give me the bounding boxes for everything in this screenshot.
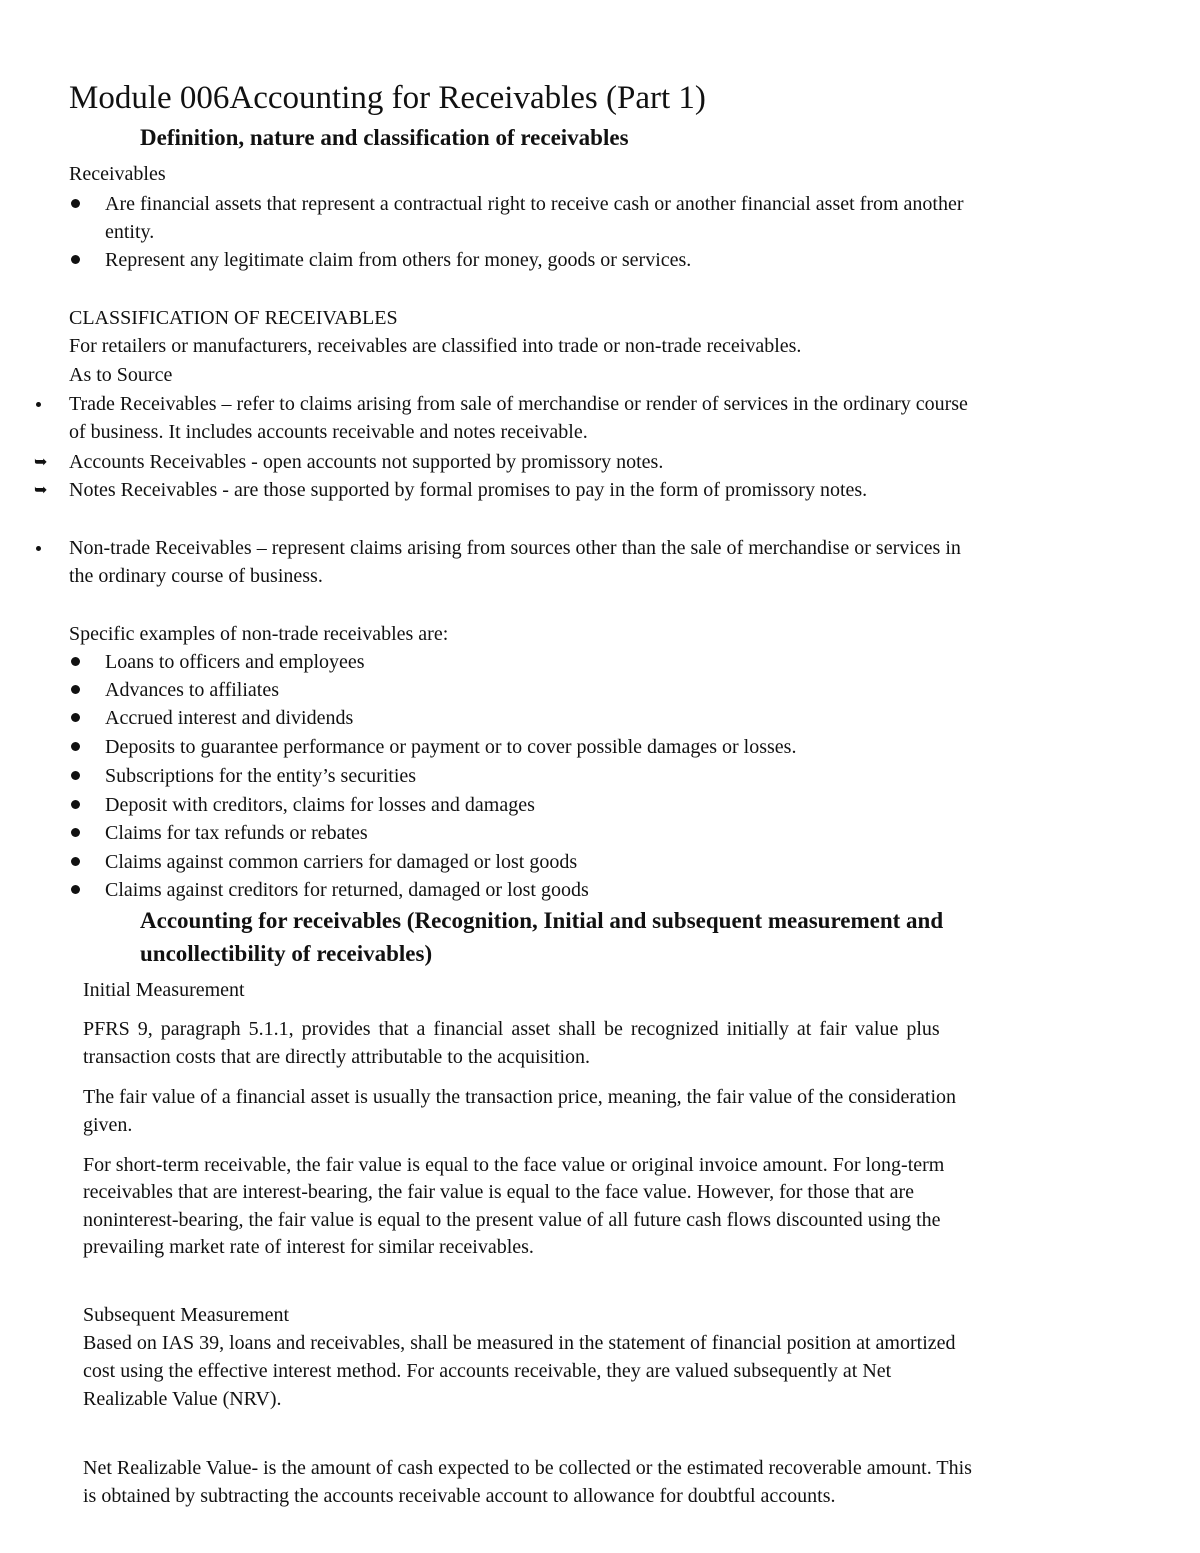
section-heading-accounting-line-1: Accounting for receivables (Recognition, Initial and subsequent measurement and (140, 908, 944, 933)
short-term-paragraph-line-1: For short-term receivable, the fair value is equal to the face value or original invoice amount. For long-term (83, 1154, 945, 1176)
subsequent-measurement-label: Subsequent Measurement (83, 1304, 290, 1326)
bullet-icon (71, 657, 80, 666)
arrow-bullet-icon: ➥ (34, 480, 48, 499)
bullet-icon (71, 771, 80, 780)
nrv-paragraph-line-1: Net Realizable Value- is the amount of cash expected to be collected or the estimated recoverable amount. This (83, 1457, 972, 1479)
bullet-icon (71, 255, 80, 264)
pfrs-paragraph-line-1: PFRS 9, paragraph 5.1.1, provides that a financial asset shall be recognized initially at fair value plus (83, 1018, 940, 1040)
bullet-icon (71, 742, 80, 751)
section-heading-accounting-line-2: uncollectibility of receivables) (140, 941, 433, 966)
trade-receivables-line-1: Trade Receivables – refer to claims arising from sale of merchandise or render of services in the ordinary course (69, 393, 968, 415)
bullet-icon (71, 857, 80, 866)
nontrade-receivables-line-1: Non-trade Receivables – represent claims arising from sources other than the sale of merchandise or services in (69, 537, 961, 559)
bullet-icon (36, 402, 41, 407)
receivables-bullet-1-line-2: entity. (105, 221, 155, 243)
example-item: Claims against common carriers for damaged or lost goods (105, 851, 578, 873)
ias-paragraph-line-3: Realizable Value (NRV). (83, 1388, 282, 1410)
as-to-source-label: As to Source (69, 364, 173, 386)
arrow-bullet-icon: ➥ (34, 452, 48, 471)
short-term-paragraph-line-2: receivables that are interest-bearing, the fair value is equal to the face value. However, for those that are (83, 1181, 915, 1203)
example-item: Accrued interest and dividends (105, 707, 354, 729)
short-term-paragraph-line-4: prevailing market rate of interest for similar receivables. (83, 1236, 534, 1258)
example-item: Claims for tax refunds or rebates (105, 822, 368, 844)
bullet-icon (71, 685, 80, 694)
accounts-receivables-item: Accounts Receivables - open accounts not supported by promissory notes. (69, 451, 664, 473)
receivables-bullet-2: Represent any legitimate claim from others for money, goods or services. (105, 249, 692, 271)
classification-heading: CLASSIFICATION OF RECEIVABLES (69, 307, 398, 329)
receivables-bullet-1-line-1: Are financial assets that represent a contractual right to receive cash or another financial asset from another (105, 193, 964, 215)
bullet-icon (71, 828, 80, 837)
trade-receivables-line-2: of business. It includes accounts receivable and notes receivable. (69, 421, 588, 443)
nrv-paragraph-line-2: is obtained by subtracting the accounts receivable account to allowance for doubtful accounts. (83, 1485, 836, 1507)
ias-paragraph-line-1: Based on IAS 39, loans and receivables, shall be measured in the statement of financial position at amortized (83, 1332, 956, 1354)
example-item: Subscriptions for the entity’s securities (105, 765, 417, 787)
fair-value-paragraph-line-1: The fair value of a financial asset is usually the transaction price, meaning, the fair value of the consideration (83, 1086, 956, 1108)
initial-measurement-label: Initial Measurement (83, 979, 245, 1001)
notes-receivables-item: Notes Receivables - are those supported by formal promises to pay in the form of promissory notes. (69, 479, 868, 501)
short-term-paragraph-line-3: noninterest-bearing, the fair value is equal to the present value of all future cash flows discounted using the (83, 1209, 941, 1231)
classification-intro: For retailers or manufacturers, receivables are classified into trade or non-trade receivables. (69, 335, 802, 357)
bullet-icon (71, 885, 80, 894)
page-title: Module 006Accounting for Receivables (Part 1) (69, 80, 706, 116)
bullet-icon (36, 546, 41, 551)
bullet-icon (71, 713, 80, 722)
section-heading-definition: Definition, nature and classification of receivables (140, 125, 629, 150)
fair-value-paragraph-line-2: given. (83, 1114, 133, 1136)
receivables-label: Receivables (69, 163, 166, 185)
bullet-icon (71, 800, 80, 809)
nontrade-receivables-line-2: the ordinary course of business. (69, 565, 323, 587)
examples-intro: Specific examples of non-trade receivables are: (69, 623, 449, 645)
example-item: Claims against creditors for returned, damaged or lost goods (105, 879, 589, 901)
bullet-icon (71, 199, 80, 208)
example-item: Deposit with creditors, claims for losses and damages (105, 794, 535, 816)
example-item: Deposits to guarantee performance or payment or to cover possible damages or losses. (105, 736, 797, 758)
ias-paragraph-line-2: cost using the effective interest method. For accounts receivable, they are valued subsequently at Net (83, 1360, 892, 1382)
example-item: Advances to affiliates (105, 679, 280, 701)
pfrs-paragraph-line-2: transaction costs that are directly attributable to the acquisition. (83, 1046, 591, 1068)
example-item: Loans to officers and employees (105, 651, 365, 673)
